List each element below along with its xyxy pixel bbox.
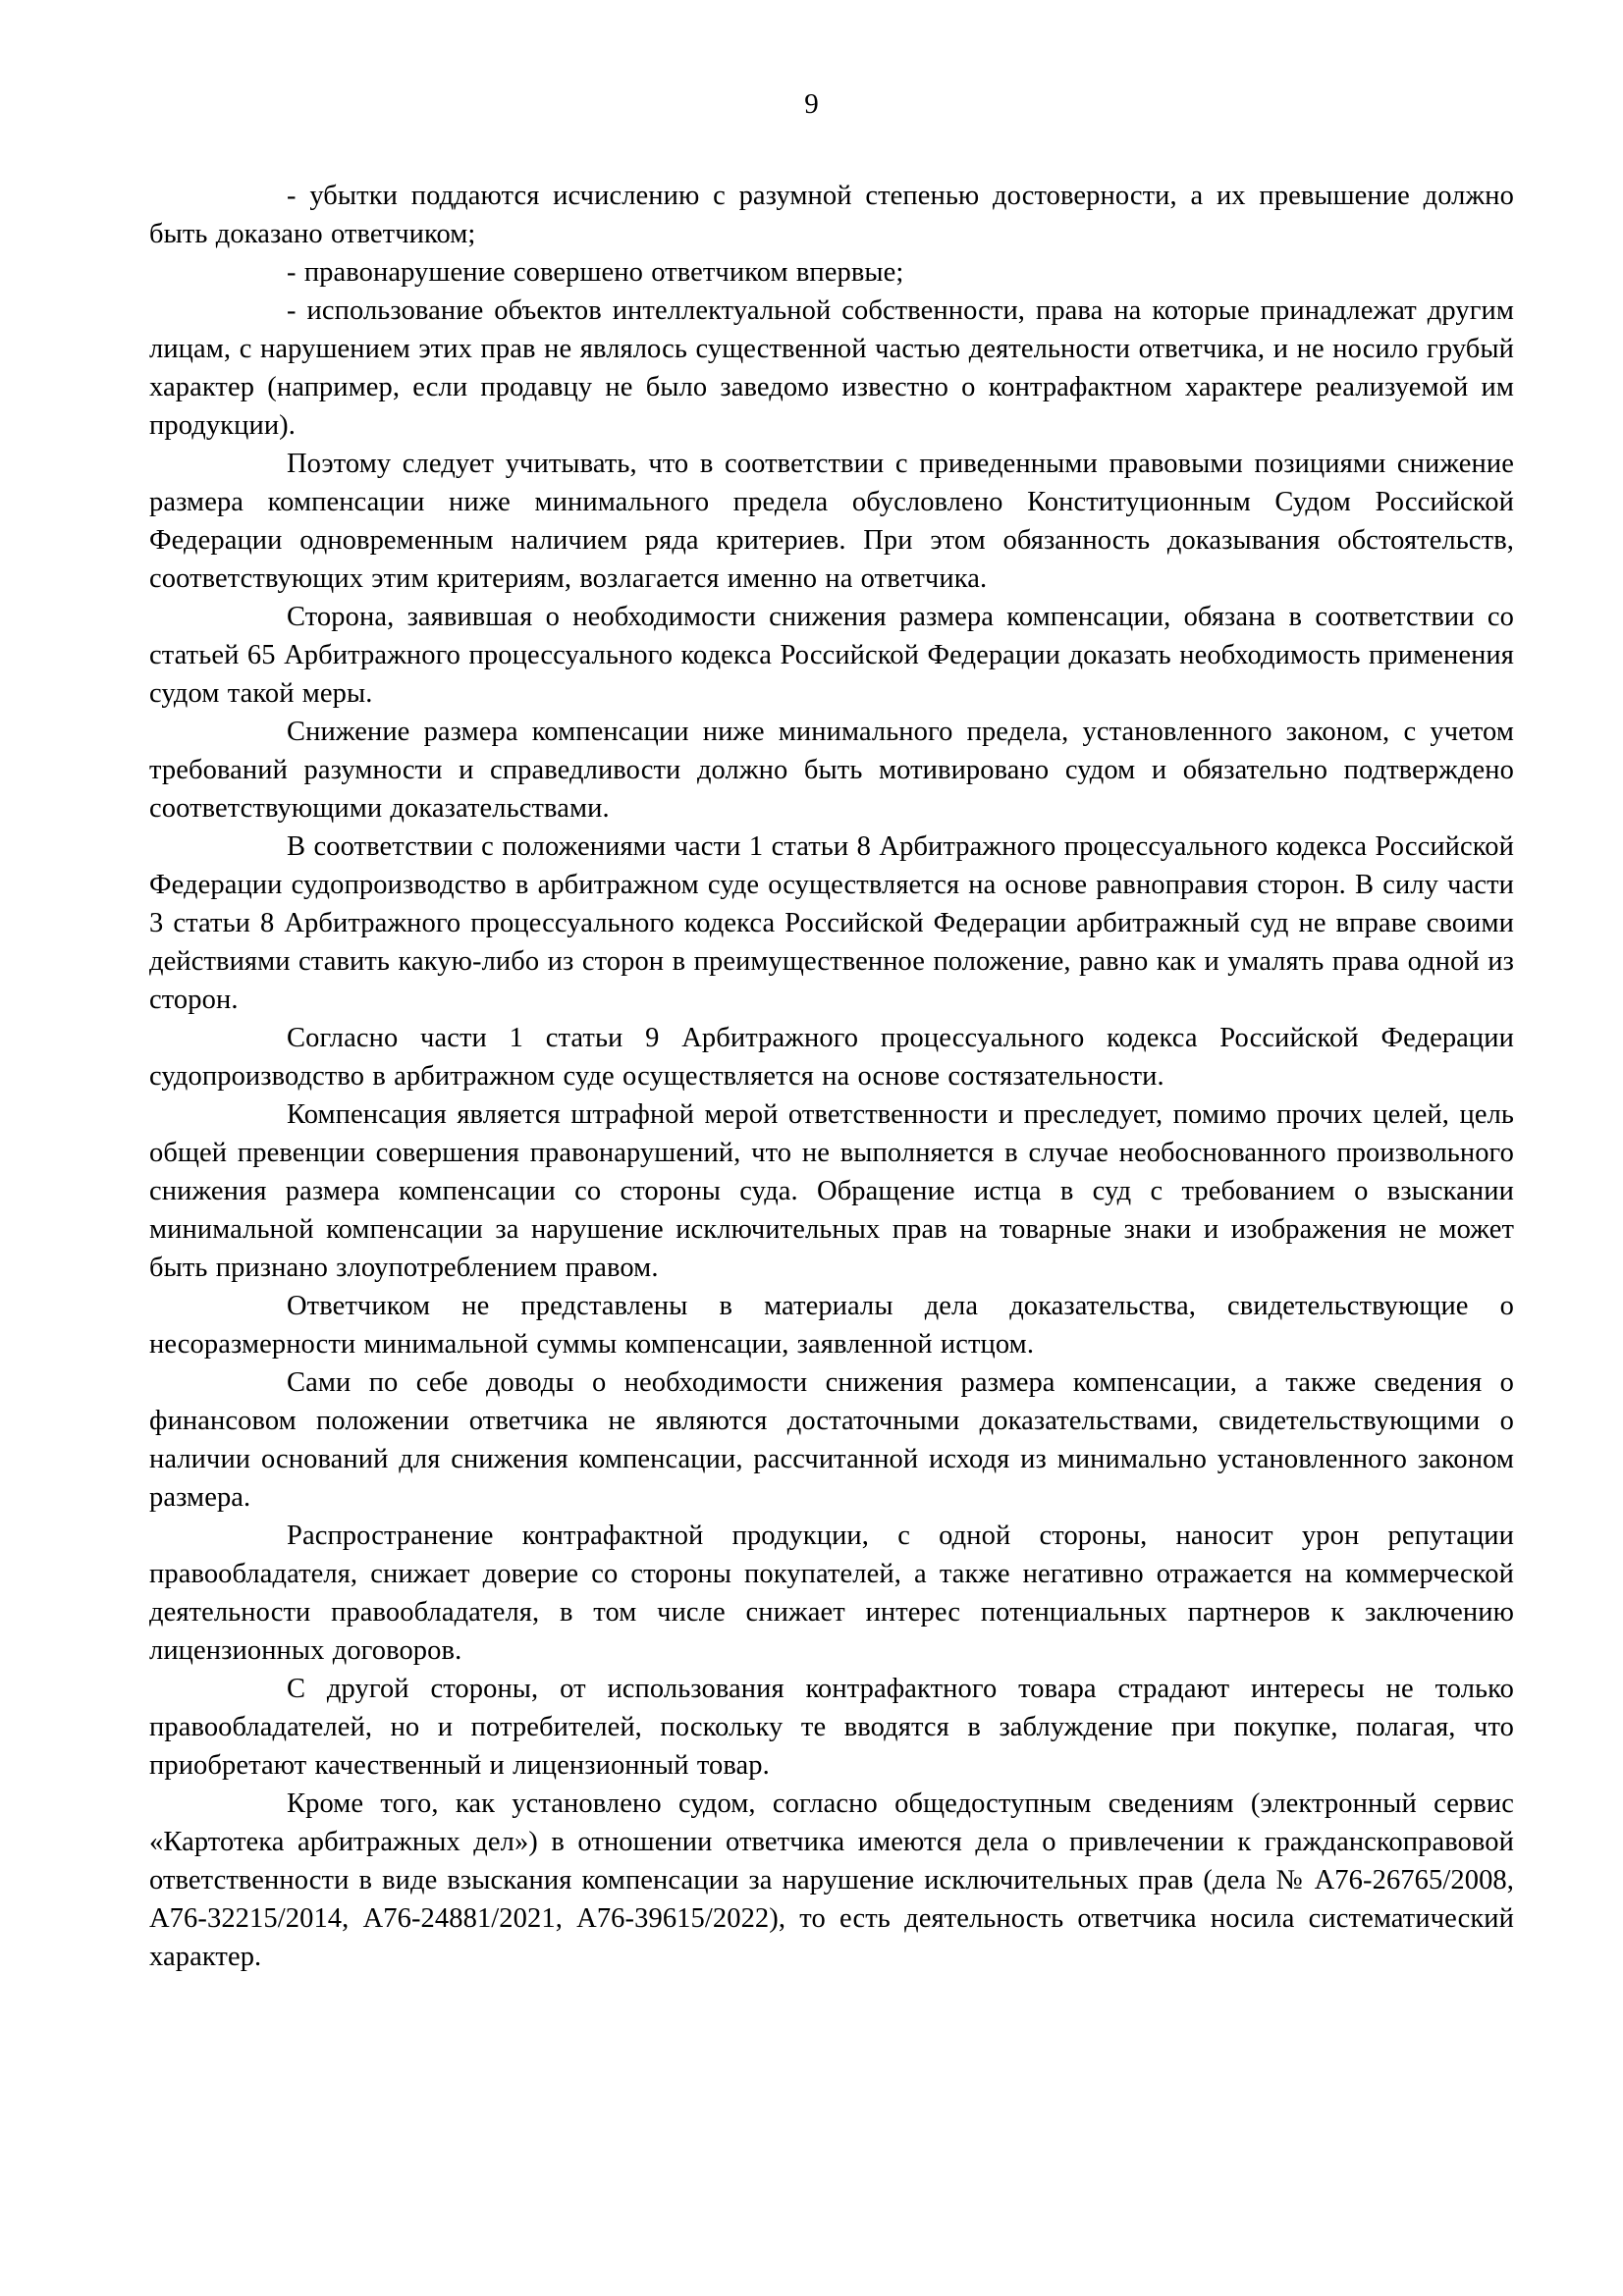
paragraph: Распространение контрафактной продукции, с одной стороны, наносит урон репутации правообладателя, снижает доверие со стороны покупателей, а также негативно отражается на коммерческой деятельности правообладателя, в том числе снижает интерес потенциальных партнеров к заключению лицензионных договоров. xyxy=(149,1521,1514,1666)
paragraph: - убытки поддаются исчислению с разумной степенью достоверности, а их превышение должно быть доказано ответчиком; xyxy=(149,181,1514,249)
paragraph: Сторона, заявившая о необходимости снижения размера компенсации, обязана в соответствии со статьей 65 Арбитражного процессуального кодекса Российской Федерации доказать необходимость применения судом такой меры. xyxy=(149,602,1514,709)
paragraph: В соответствии с положениями части 1 статьи 8 Арбитражного процессуального кодекса Российской Федерации судопроизводство в арбитражном суде осуществляется на основе равноправия сторон. В силу части 3 статьи 8 Арбитражного процессуального кодекса Российской Федерации арбитражный суд не вправе своими действиями ставить какую-либо из сторон в преимущественное положение, равно как и умалять права одной из сторон. xyxy=(149,831,1514,1015)
paragraph: С другой стороны, от использования контрафактного товара страдают интересы не только правообладателей, но и потребителей, поскольку те вводятся в заблуждение при покупке, полагая, что приобретают качественный и лицензионный товар. xyxy=(149,1674,1514,1781)
document-body xyxy=(149,177,1514,1976)
paragraph: - использование объектов интеллектуальной собственности, права на которые принадлежат другим лицам, с нарушением этих прав не являлось существенной частью деятельности ответчика, и не носило грубый характер (например, если продавцу не было заведомо известно о контрафактном характере реализуемой им продукции). xyxy=(149,295,1514,441)
page-number: 9 xyxy=(804,88,819,120)
paragraph: Ответчиком не представлены в материалы дела доказательства, свидетельствующие о несоразмерности минимальной суммы компенсации, заявленной истцом. xyxy=(149,1291,1514,1360)
paragraph: Компенсация является штрафной мерой ответственности и преследует, помимо прочих целей, цель общей превенции совершения правонарушений, что не выполняется в случае необоснованного произвольного снижения размера компенсации со стороны суда. Обращение истца в суд с требованием о взыскании минимальной компенсации за нарушение исключительных прав на товарные знаки и изображения не может быть признано злоупотреблением правом. xyxy=(149,1099,1514,1283)
paragraph: Сами по себе доводы о необходимости снижения размера компенсации, а также сведения о финансовом положении ответчика не являются достаточными доказательствами, свидетельствующими о наличии оснований для снижения компенсации, рассчитанной исходя из минимально установленного законом размера. xyxy=(149,1367,1514,1513)
paragraph: Поэтому следует учитывать, что в соответствии с приведенными правовыми позициями снижение размера компенсации ниже минимального предела обусловлено Конституционным Судом Российской Федерации одновременным наличием ряда критериев. При этом обязанность доказывания обстоятельств, соответствующих этим критериям, возлагается именно на ответчика. xyxy=(149,449,1514,594)
paragraph: Снижение размера компенсации ниже минимального предела, установленного законом, с учетом требований разумности и справедливости должно быть мотивировано судом и обязательно подтверждено соответствующими доказательствами. xyxy=(149,717,1514,824)
paragraph: Кроме того, как установлено судом, согласно общедоступным сведениям (электронный сервис «Картотека арбитражных дел») в отношении ответчика имеются дела о привлечении к гражданскоправовой ответственности в виде взыскания компенсации за нарушение исключительных прав (дела № А76-26765/2008, А76-32215/2014, А76-24881/2021, А76-39615/2022), то есть деятельность ответчика носила систематический характер. xyxy=(149,1789,1514,1972)
paragraph: - правонарушение совершено ответчиком впервые; xyxy=(287,257,904,288)
paragraph: Согласно части 1 статьи 9 Арбитражного процессуального кодекса Российской Федерации судопроизводство в арбитражном суде осуществляется на основе состязательности. xyxy=(149,1023,1514,1092)
